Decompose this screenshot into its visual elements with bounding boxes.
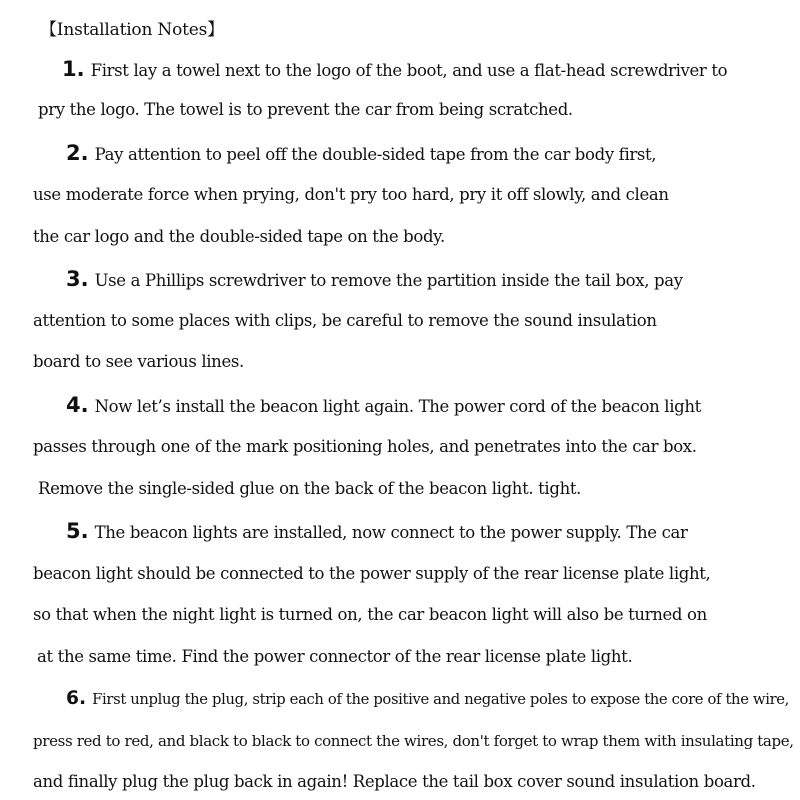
note-6-text-line-2: press red to red, and black to black to connect the wires, don't forget to wrap them with insulating tape, [33,732,794,750]
note-1-number: 1. [62,57,85,81]
note-4-number: 4. [66,393,89,417]
note-2-text-line-1: Pay attention to peel off the double-sided tape from the car body first, [94,145,657,164]
note-5-text-line-3: so that when the night light is turned on, the car beacon light will also be turned on [33,605,707,624]
note-2-text-line-2: use moderate force when prying, don't pry too hard, pry it off slowly, and clean [33,185,669,204]
note-4-line-1 [66,394,701,418]
note-5-text-line-4: at the same time. Find the power connector of the rear license plate light. [37,647,633,666]
note-3-text-line-2: attention to some places with clips, be careful to remove the sound insulation [33,311,657,330]
note-4-text-line-3: Remove the single-sided glue on the back of the beacon light. tight. [38,479,582,498]
note-5-text-line-2: beacon light should be connected to the power supply of the rear license plate light, [33,564,711,583]
note-4-text-line-1: Now let’s install the beacon light again. The power cord of the beacon light [94,397,701,416]
note-3-number: 3. [66,267,89,291]
note-2-line-1 [66,142,656,166]
note-1-text-line-1: First lay a towel next to the logo of the boot, and use a flat-head screwdriver to [90,61,728,80]
note-5-text-line-1: The beacon lights are installed, now connect to the power supply. The car [94,523,688,542]
note-1-text-line-2: pry the logo. The towel is to prevent the car from being scratched. [38,100,573,119]
note-6-text-line-1: First unplug the plug, strip each of the positive and negative poles to expose the core of the wire, [92,691,789,708]
note-4-text-line-2: passes through one of the mark positioning holes, and penetrates into the car box. [33,437,697,456]
note-2-text-line-3: the car logo and the double-sided tape on the body. [33,227,445,246]
note-1-line-1 [62,58,727,82]
note-6-number: 6. [66,688,87,709]
page-title: 【Installation Notes】 [40,20,224,40]
note-3-line-1 [66,268,683,292]
note-6-text-line-3: and finally plug the plug back in again! Replace the tail box cover sound insulation board. [33,772,756,791]
note-5-line-1 [66,520,687,544]
note-6-line-1 [66,688,789,711]
note-3-text-line-3: board to see various lines. [33,352,244,371]
note-2-number: 2. [66,141,89,165]
note-5-number: 5. [66,519,89,543]
note-3-text-line-1: Use a Phillips screwdriver to remove the partition inside the tail box, pay [94,271,683,290]
